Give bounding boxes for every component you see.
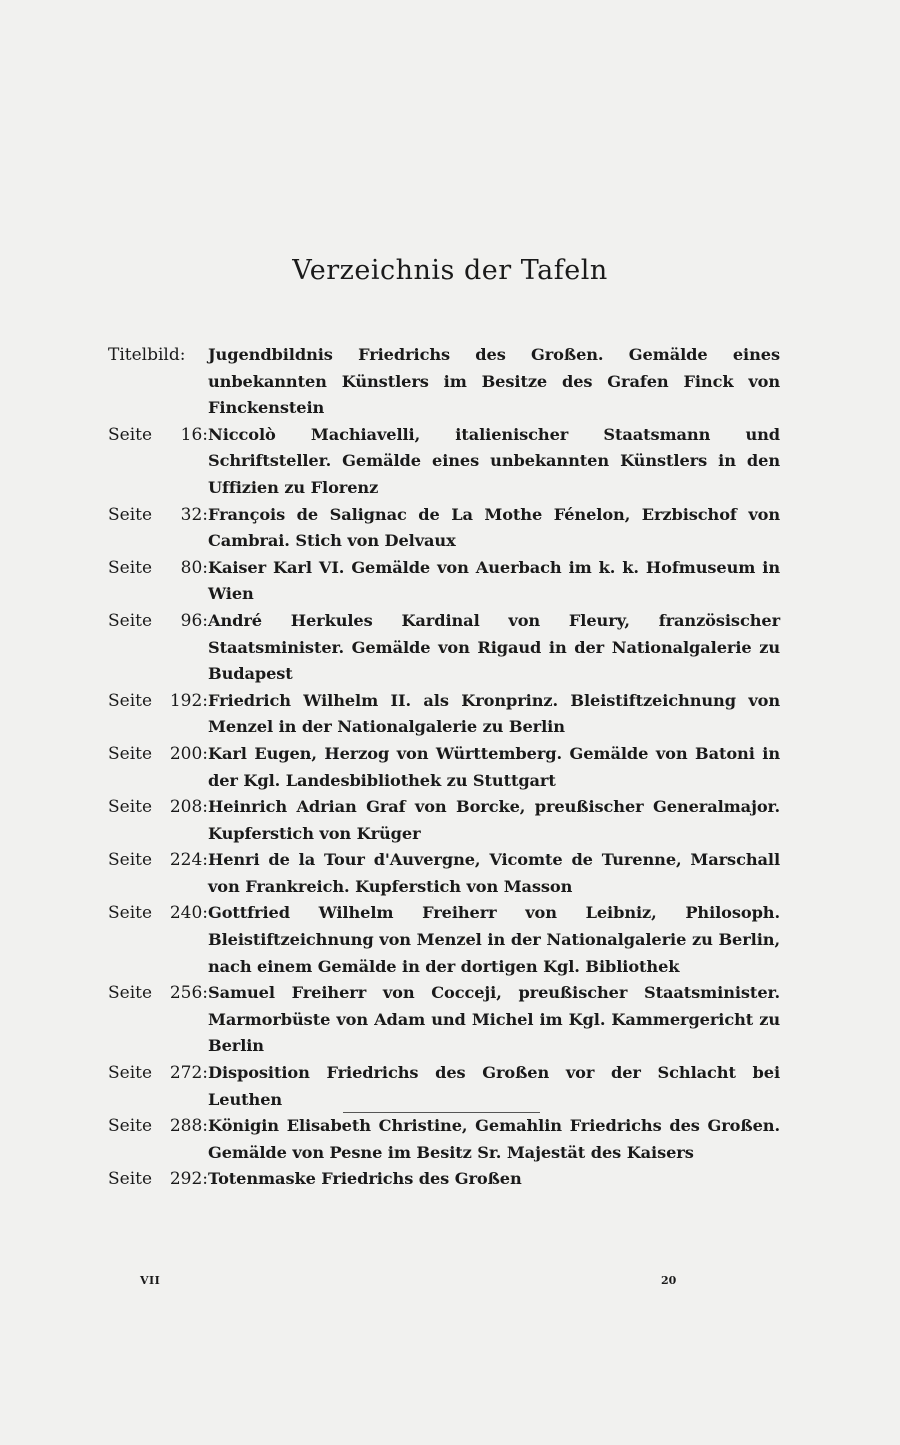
entry-page-number: 16: [180, 424, 208, 445]
entry-label-word: Seite [108, 1169, 153, 1190]
entry-label-word: Titelbild: [108, 345, 186, 365]
signature-mark: VII [140, 1274, 161, 1287]
entry-description: Disposition Friedrichs des Großen vor der Schlacht bei Leuthen [208, 1063, 780, 1109]
entry-label-word: Seite [108, 797, 153, 818]
entry-label [108, 1166, 208, 1193]
entry-label [108, 422, 208, 449]
entry-label-word: Seite [108, 1116, 153, 1137]
entry-label [108, 741, 208, 768]
list-item [108, 555, 780, 608]
entry-description: Totenmaske Friedrichs des Großen [208, 1169, 522, 1189]
entry-description: Friedrich Wilhelm II. als Kronprinz. Bleistiftzeichnung von Menzel in der Nationalgalerie zu Berlin [208, 690, 780, 737]
entry-page-number: 192: [169, 690, 208, 711]
entry-description: Heinrich Adrian Graf von Borcke, preußischer Generalmajor. Kupferstich von Krüger [208, 797, 780, 843]
entry-label-word: Seite [108, 504, 153, 525]
entry-page-number: 240: [169, 903, 208, 924]
list-item [108, 980, 780, 1060]
sheet-number: 20 [661, 1274, 677, 1287]
entry-label [108, 502, 208, 529]
entry-label [108, 1113, 208, 1140]
entry-label [108, 847, 208, 874]
entry-page-number: 288: [169, 1116, 208, 1137]
entry-label [108, 980, 208, 1007]
list-item [108, 502, 780, 555]
entry-label-word: Seite [108, 690, 153, 711]
entry-page-number: 272: [169, 1063, 208, 1084]
entry-label-word: Seite [108, 424, 153, 445]
entry-description: Niccolò Machiavelli, italienischer Staatsmann und Schriftsteller. Gemälde eines unbekannten Künstlers in den Uffizien zu Florenz [208, 424, 780, 497]
entry-page-number: 32: [180, 504, 208, 525]
entry-page-number: 80: [180, 557, 208, 578]
entry-label [108, 608, 208, 635]
list-item [108, 900, 780, 980]
entry-description: Königin Elisabeth Christine, Gemahlin Friedrichs des Großen. Gemälde von Pesne im Besitz Sr. Majestät des Kaisers [208, 1116, 780, 1162]
list-item [108, 1113, 780, 1166]
entry-description: Jugendbildnis Friedrichs des Großen. Gemälde eines unbekannten Künstlers im Besitze des Grafen Finck von Finckenstein [208, 345, 780, 418]
entry-label-word: Seite [108, 850, 153, 871]
page-title: Verzeichnis der Tafeln [292, 255, 608, 286]
list-item [108, 342, 780, 422]
list-item [108, 847, 780, 900]
entry-page-number: 208: [169, 797, 208, 818]
entry-page-number: 96: [180, 610, 208, 631]
entry-description: Samuel Freiherr von Cocceji, preußischer Staatsminister. Marmorbüste von Adam und Michel im Kgl. Kammergericht zu Berlin [208, 983, 780, 1056]
list-item [108, 741, 780, 794]
entry-label [108, 342, 208, 369]
entry-label [108, 555, 208, 582]
entry-page-number: 292: [169, 1169, 208, 1190]
entry-page-number: 224: [169, 850, 208, 871]
list-item [108, 688, 780, 741]
entry-description: André Herkules Kardinal von Fleury, französischer Staatsminister. Gemälde von Rigaud in der Nationalgalerie zu Budapest [208, 610, 780, 684]
entry-label [108, 1060, 208, 1087]
entry-description: Karl Eugen, Herzog von Württemberg. Gemälde von Batoni in der Kgl. Landesbibliothek zu Stuttgart [208, 743, 780, 790]
entry-label-word: Seite [108, 610, 153, 631]
entry-page-number: 200: [169, 743, 208, 764]
list-item [108, 1166, 780, 1193]
list-item [108, 608, 780, 688]
entry-label [108, 688, 208, 715]
entry-label-word: Seite [108, 1063, 153, 1084]
list-item [108, 794, 780, 847]
entry-label-word: Seite [108, 743, 153, 764]
entry-label-word: Seite [108, 557, 153, 578]
entry-page-number: 256: [169, 983, 208, 1004]
list-item [108, 422, 780, 502]
entry-description: Henri de la Tour d'Auvergne, Vicomte de Turenne, Marschall von Frankreich. Kupferstich von Masson [208, 850, 780, 896]
list-item [108, 1060, 780, 1113]
entry-description: Gottfried Wilhelm Freiherr von Leibniz, Philosoph. Bleistiftzeichnung von Menzel in der Nationalgalerie zu Berlin, nach einem Gemälde in der dortigen Kgl. Bibliothek [208, 903, 780, 976]
entry-description: François de Salignac de La Mothe Fénelon, Erzbischof von Cambrai. Stich von Delvaux [208, 504, 780, 551]
entry-label-word: Seite [108, 983, 153, 1004]
entry-description: Kaiser Karl VI. Gemälde von Auerbach im k. k. Hofmuseum in Wien [208, 557, 780, 604]
divider-rule [343, 1112, 540, 1113]
entry-label [108, 794, 208, 821]
entry-label [108, 900, 208, 927]
plates-list [108, 342, 780, 1193]
entry-label-word: Seite [108, 903, 153, 924]
